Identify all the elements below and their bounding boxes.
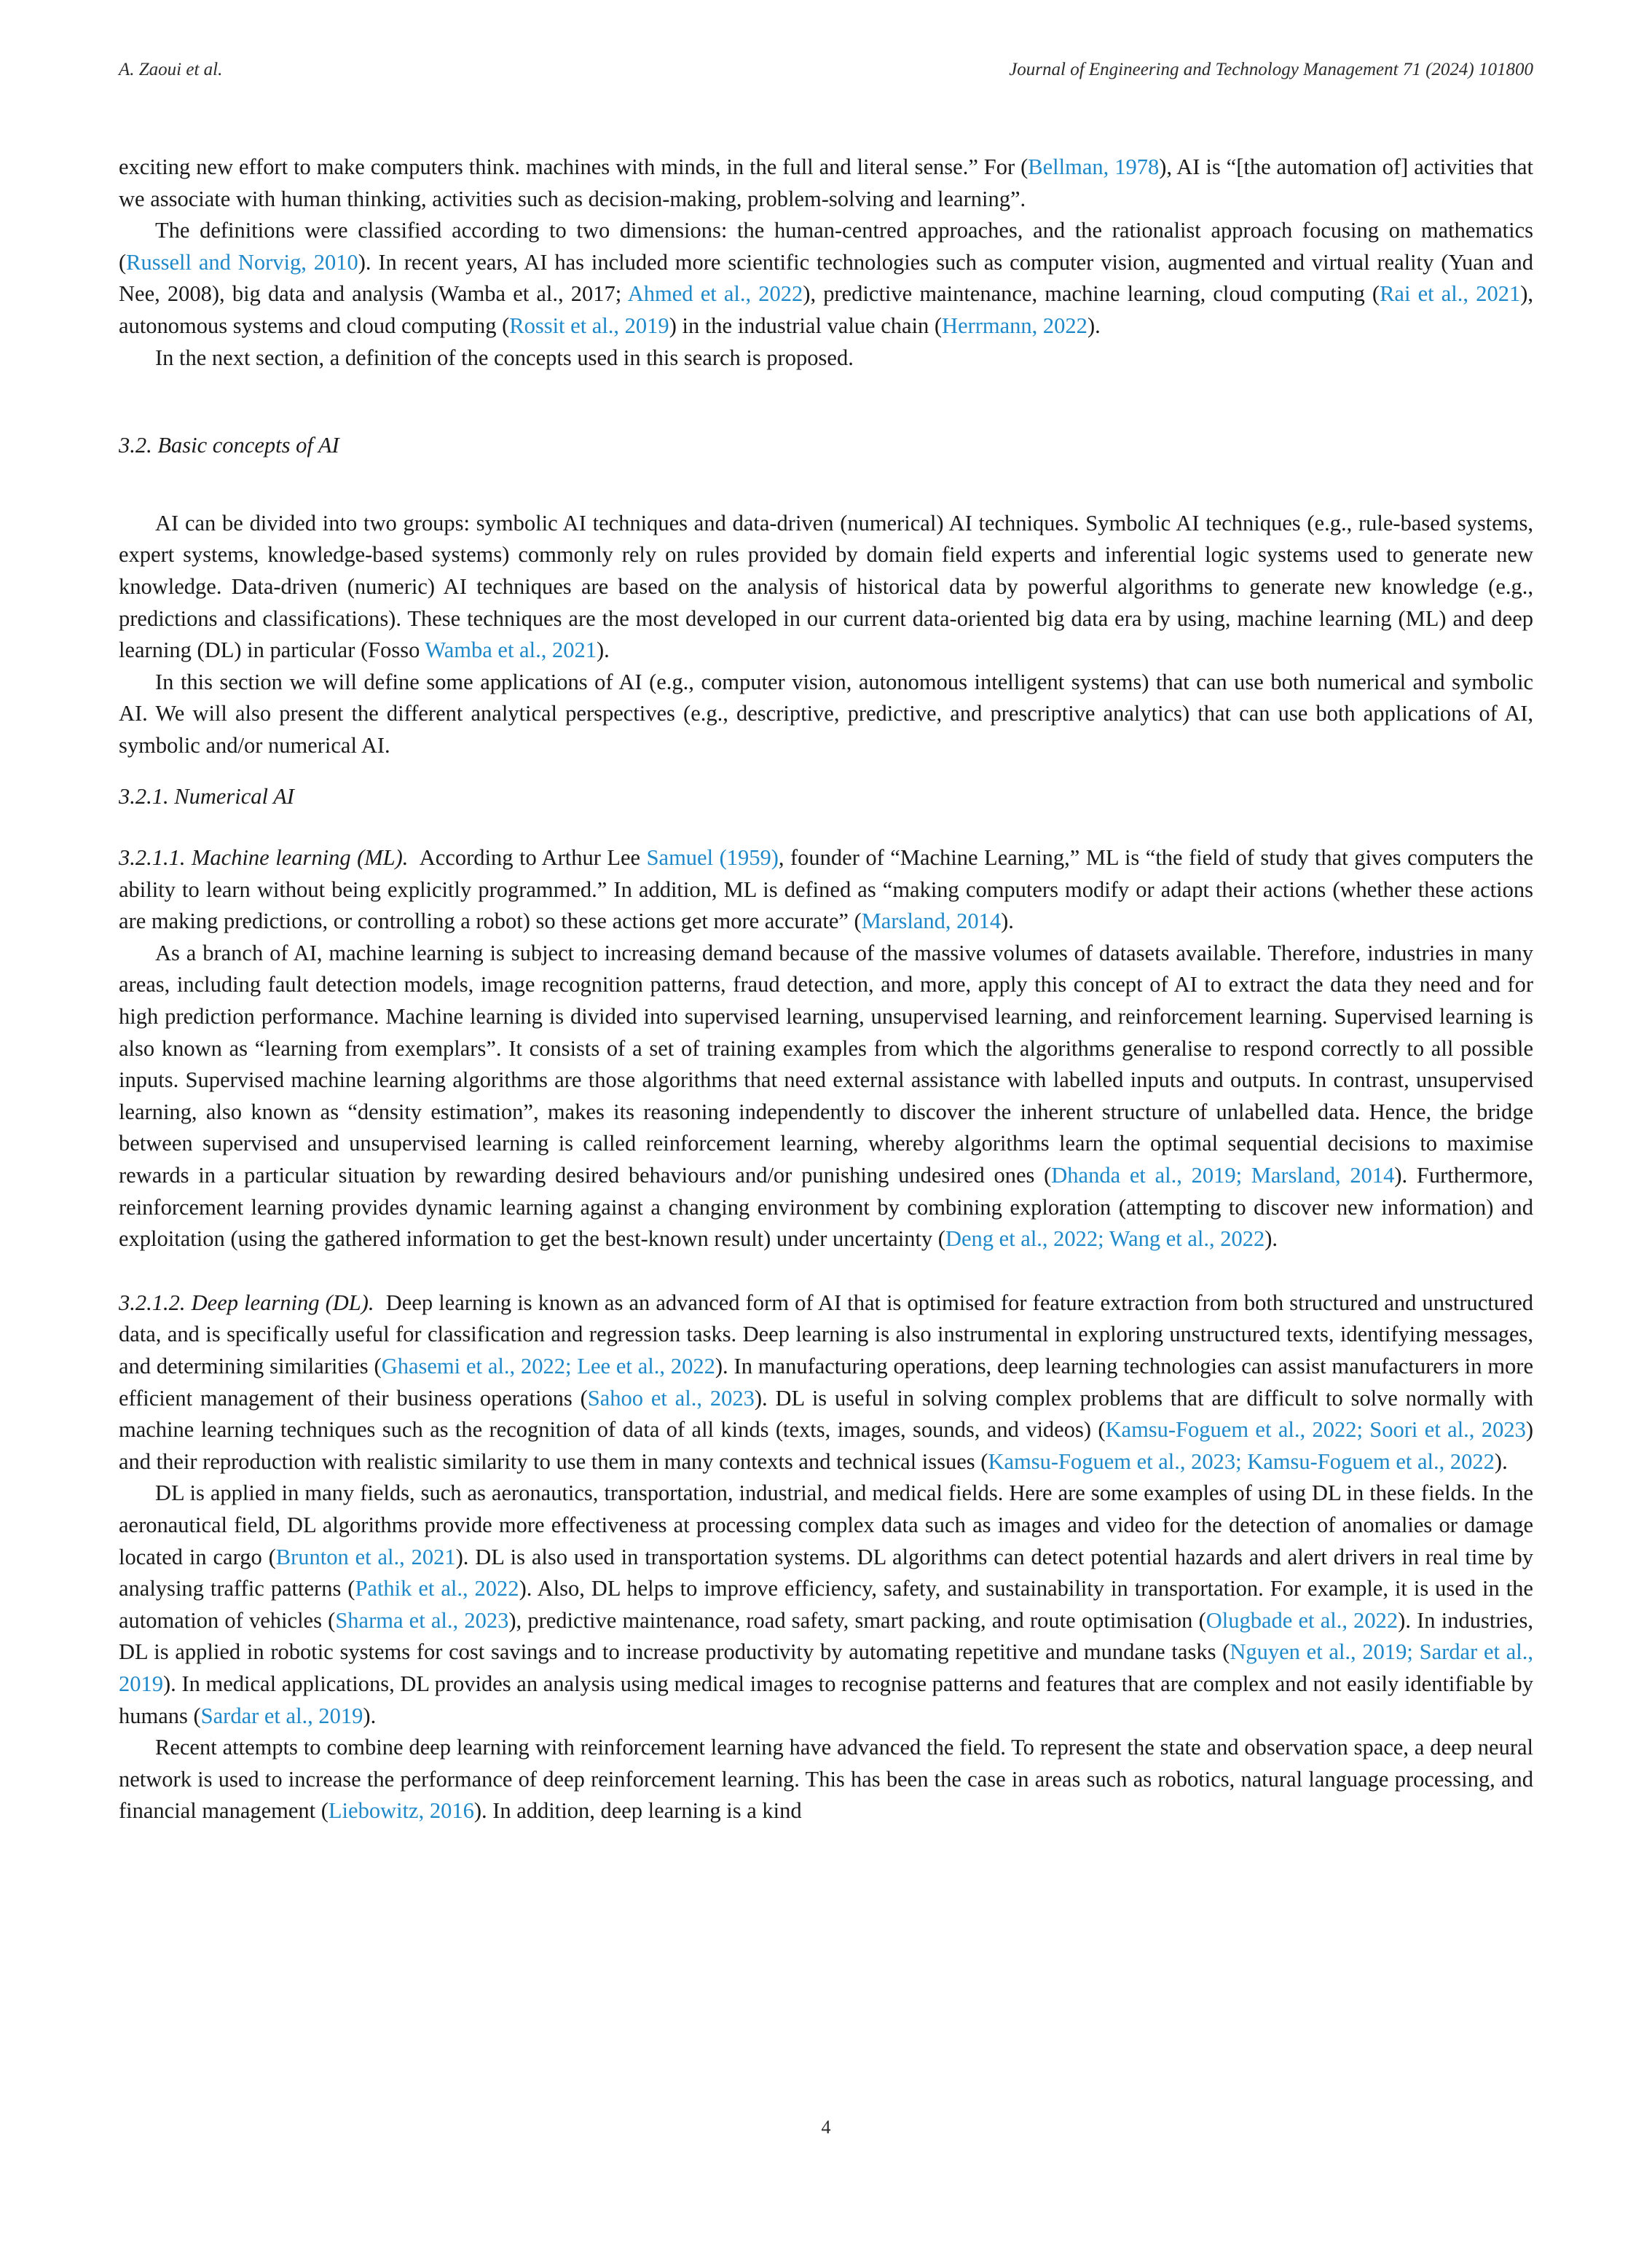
text: ). In recent years, AI has included more scientific technologies such as computer vision, augmented and virtual reality (Yuan and Nee, 2008), big data and analysis (Wamba et al., 2017; xyxy=(119,249,1533,307)
paragraph xyxy=(119,152,1533,215)
text: As a branch of AI, machine learning is subject to increasing demand because of the massive volumes of datasets available. Therefore, industries in many areas, including fault detection models, image recognition patterns, fraud detection, and more, apply this concept of AI to extract the data they need and for high prediction performance. Machine learning is divided into supervised learning, unsupervised learning, and reinforcement learning. Supervised learning is also known as “learning from exemplars”. It consists of a set of training examples from which the algorithms generalise to respond correctly to all possible inputs. Supervised machine learning algorithms are those algorithms that need external assistance with labelled inputs and outputs. In contrast, unsupervised learning, also known as “density estimation”, makes its reasoning independently to discover the inherent structure of unlabelled data. Hence, the bridge between supervised and unsupervised learning is called reinforcement learning, whereby algorithms learn the optimal sequential decisions to maximise rewards in a particular situation by rewarding desired behaviours and/or punishing undesired ones ( xyxy=(119,940,1533,1188)
citation-link[interactable]: Wamba et al., 2021 xyxy=(425,638,597,663)
paragraph xyxy=(119,508,1533,667)
text: ) and their reproduction with realistic similarity to use them in many contexts and technical issues ( xyxy=(119,1417,1533,1474)
runin-heading: 3.2.1.2. Deep learning (DL). xyxy=(119,1290,374,1315)
text: exciting new effort to make computers think. machines with minds, in the full and literal sense.” For ( xyxy=(119,154,1028,179)
paragraph xyxy=(119,1732,1533,1827)
text: ). xyxy=(1087,313,1101,338)
subsection-heading: 3.2.1. Numerical AI xyxy=(119,783,294,809)
text: ), predictive maintenance, machine learning, cloud computing ( xyxy=(803,281,1380,307)
running-header xyxy=(119,60,1533,80)
citation-link[interactable]: Samuel (1959) xyxy=(646,845,779,871)
text: Deep learning is known as an advanced form of AI that is optimised for feature extraction from both structured and unstructured data, and is specifically useful for classification and regression tasks. Deep learning is also instrumental in exploring unstructured texts, identifying messages, and determining similarities ( xyxy=(119,1290,1539,1379)
text: ), AI is “[the automation of] activities that we associate with human thinking, activities such as decision-making, problem-solving and learning”. xyxy=(119,154,1534,211)
citation-link[interactable]: Olugbade et al., 2022 xyxy=(1205,1607,1399,1633)
citation-link[interactable]: Sahoo et al., 2023 xyxy=(587,1385,755,1411)
citation-link[interactable]: Bellman, 1978 xyxy=(1028,154,1160,179)
text: ). xyxy=(1264,1226,1278,1252)
paragraph xyxy=(119,1287,1539,1478)
text: AI can be divided into two groups: symbolic AI techniques and data-driven (numerical) AI techniques. Symbolic AI techniques (e.g., rule-based systems, expert systems, knowledge-based systems) commonly rely on rules provided by domain field experts and inferential logic systems used to generate new knowledge. Data-driven (numeric) AI techniques are based on the analysis of historical data by powerful algorithms to generate new knowledge (e.g., predictions and classifications). These techniques are the most developed in our current data-oriented big data era by using, machine learning (ML) and deep learning (DL) in particular (Fosso xyxy=(119,510,1533,663)
citation-link[interactable]: Kamsu-Foguem et al., 2023; Kamsu-Foguem et al., 2022 xyxy=(988,1448,1495,1474)
text: According to Arthur Lee xyxy=(408,845,647,871)
paragraph xyxy=(119,1478,1533,1732)
body-text xyxy=(119,152,1539,1827)
text: ). Also, DL helps to improve efficiency, safety, and sustainability in transportation. For example, it is used in the automation of vehicles ( xyxy=(119,1576,1533,1633)
paragraph xyxy=(119,938,1533,1255)
section-heading: 3.2. Basic concepts of AI xyxy=(119,433,339,458)
text: ). Furthermore, reinforcement learning provides dynamic learning against a changing environment by combining exploration (attempting to discover new information) and exploitation (using the gathered information to get the best-known result) under uncertainty ( xyxy=(119,1163,1533,1252)
header-authors: A. Zaoui et al. xyxy=(119,60,223,79)
text: ). xyxy=(1494,1448,1508,1474)
citation-link[interactable]: Rai et al., 2021 xyxy=(1380,281,1521,307)
header-journal: Journal of Engineering and Technology Management 71 (2024) 101800 xyxy=(1009,60,1533,79)
text: , founder of “Machine Learning,” ML is “the field of study that gives computers the ability to learn without being explicitly programmed.” In addition, ML is defined as “making computers modify or adapt their actions (whether these actions are making predictions, or controlling a robot) so these actions get more accurate” ( xyxy=(119,845,1533,934)
citation-link[interactable]: Kamsu-Foguem et al., 2022; Soori et al., 2023 xyxy=(1105,1417,1526,1443)
citation-link[interactable]: Russell and Norvig, 2010 xyxy=(126,249,358,275)
text: ). In medical applications, DL provides an analysis using medical images to recognise patterns and features that are complex and not easily identifiable by humans ( xyxy=(119,1671,1533,1728)
text: ). DL is also used in transportation systems. DL algorithms can detect potential hazards and alert drivers in real time by analysing traffic patterns ( xyxy=(119,1544,1534,1601)
paragraph: In this section we will define some applications of AI (e.g., computer vision, autonomous intelligent systems) that can use both numerical and symbolic AI. We will also present the different analytical perspectives (e.g., descriptive, predictive, and prescriptive analytics) that can use both applications of AI, symbolic and/or numerical AI. xyxy=(119,669,1533,758)
paragraph xyxy=(119,215,1533,342)
text: Recent attempts to combine deep learning with reinforcement learning have advanced the field. To represent the state and observation space, a deep neural network is used to increase the performance of deep reinforcement learning. This has been the case in areas such as robotics, natural language processing, and financial management ( xyxy=(119,1735,1533,1824)
citation-link[interactable]: Ahmed et al., 2022 xyxy=(627,281,803,307)
citation-link[interactable]: Nguyen et al., 2019; Sardar et al., 2019 xyxy=(119,1639,1534,1696)
citation-link[interactable]: Deng et al., 2022; Wang et al., 2022 xyxy=(945,1226,1265,1252)
citation-link[interactable]: Brunton et al., 2021 xyxy=(275,1544,456,1569)
text: ). xyxy=(1001,909,1014,934)
page-number: 4 xyxy=(821,2117,831,2138)
citation-link[interactable]: Pathik et al., 2022 xyxy=(355,1576,519,1601)
citation-link[interactable]: Ghasemi et al., 2022; Lee et al., 2022 xyxy=(381,1354,715,1379)
text: ). In manufacturing operations, deep learning technologies can assist manufacturers in more efficient management of their business operations ( xyxy=(119,1354,1533,1411)
citation-link[interactable]: Dhanda et al., 2019; Marsland, 2014 xyxy=(1051,1163,1395,1188)
text: ). In addition, deep learning is a kind xyxy=(473,1798,802,1824)
citation-link[interactable]: Rossit et al., 2019 xyxy=(509,313,669,338)
text: ), autonomous systems and cloud computing ( xyxy=(119,281,1533,338)
text: DL is applied in many fields, such as aeronautics, transportation, industrial, and medical fields. Here are some examples of using DL in these fields. In the aeronautical field, DL algorithms provide more effectiveness at processing complex data such as images and video for the detection of anomalies or damage located in cargo ( xyxy=(119,1481,1533,1569)
text: ). xyxy=(363,1703,377,1728)
text: ). xyxy=(596,638,610,663)
text: ) in the industrial value chain ( xyxy=(669,313,943,338)
text: ). DL is useful in solving complex problems that are difficult to solve normally with machine learning techniques such as the recognition of data of all kinds (texts, images, sounds, and videos) ( xyxy=(119,1385,1533,1443)
text: ), predictive maintenance, road safety, smart packing, and route optimisation ( xyxy=(508,1607,1206,1633)
text: ). In industries, DL is applied in robotic systems for cost savings and to increase productivity by automating repetitive and mundane tasks ( xyxy=(119,1607,1533,1665)
text: The definitions were classified according to two dimensions: the human-centred approaches, and the rationalist approach focusing on mathematics ( xyxy=(119,218,1533,275)
citation-link[interactable]: Herrmann, 2022 xyxy=(942,313,1087,338)
citation-link[interactable]: Liebowitz, 2016 xyxy=(328,1798,474,1824)
citation-link[interactable]: Marsland, 2014 xyxy=(861,909,1002,934)
runin-heading: 3.2.1.1. Machine learning (ML). xyxy=(119,845,409,871)
citation-link[interactable]: Sardar et al., 2019 xyxy=(200,1703,363,1728)
paragraph xyxy=(119,842,1533,938)
citation-link[interactable]: Sharma et al., 2023 xyxy=(335,1607,509,1633)
paragraph: In the next section, a definition of the concepts used in this search is proposed. xyxy=(155,345,854,370)
